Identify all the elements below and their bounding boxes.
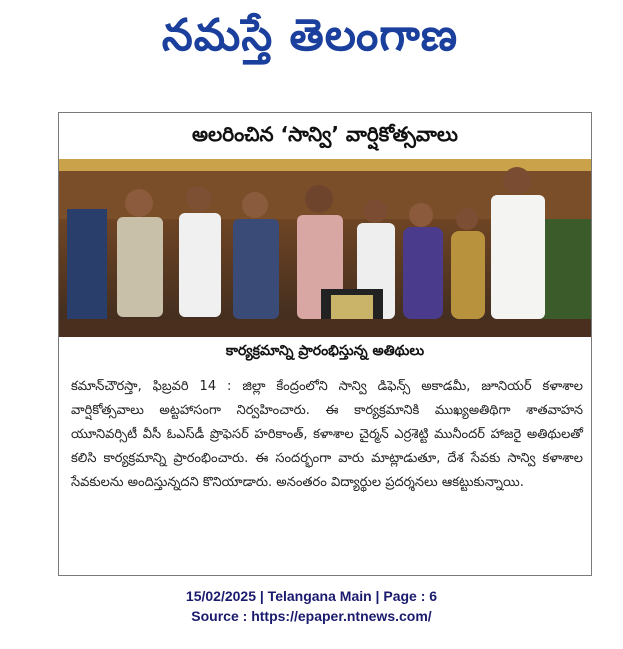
event-photo-illustration — [59, 159, 591, 337]
article-body — [71, 375, 583, 495]
news-clipping — [58, 112, 592, 576]
article-paragraph: కమాన్‌చౌరస్తా, ఫిబ్రవరి 14 : జిల్లా కేంద్రంలోని సాన్వి డిఫెన్స్ అకాడమీ, జూనియర్ కళాశాల వార్షికోత్సవాలు అట్టహాసంగా నిర్వహించారు. ఈ కార్యక్రమానికి ముఖ్యఅతిథిగా శాతవాహన యూనివర్సిటీ వీసీ ఓఎస్‌డీ ప్రొఫెసర్ హరికాంత్, కళాశాల చైర్మన్ ఎర్రశెట్టి మునీందర్ హాజరై అతిథులతో కలిసి కార్యక్రమాన్ని ప్రారంభించారు. ఈ సందర్భంగా వారు మాట్లాడుతూ, దేశ సేవకు సాన్వి కళాశాల సేవకులను అందిస్తున్నదని కొనియాడారు. అనంతరం విద్యార్థుల ప్రదర్శనలు ఆకట్టుకున్నాయి. — [71, 379, 583, 490]
newspaper-masthead — [60, 6, 560, 76]
photo-caption-text: కార్యక్రమాన్ని ప్రారంభిస్తున్న అతిథులు — [225, 342, 425, 359]
footer-date-line: 15/02/2025 | Telangana Main | Page : 6 — [185, 588, 438, 604]
headline-text: అలరించిన ‘సాన్వి’ వార్షికోత్సవాలు — [192, 121, 458, 146]
article-headline — [59, 113, 591, 159]
footer-source-line: Source : https://epaper.ntnews.com/ — [191, 608, 432, 624]
masthead-title: నమస్తే తెలంగాణ — [161, 10, 459, 61]
event-photo — [59, 159, 591, 337]
source-footer — [0, 586, 623, 626]
photo-caption — [59, 337, 591, 367]
